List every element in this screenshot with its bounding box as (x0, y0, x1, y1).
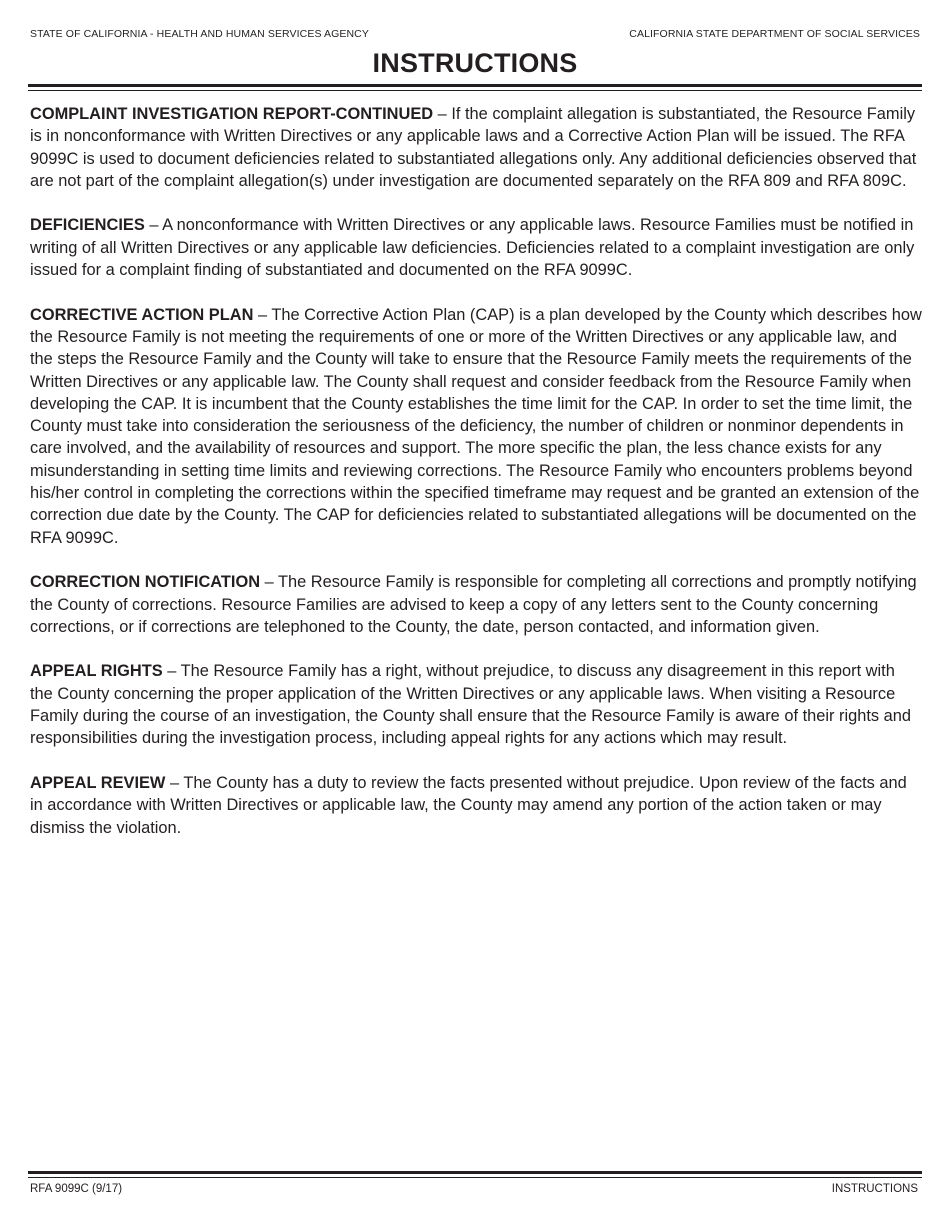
section-complaint-investigation (30, 103, 922, 192)
page-title: INSTRUCTIONS (372, 48, 578, 78)
section-heading: DEFICIENCIES (30, 216, 145, 235)
instructions-body (30, 103, 922, 861)
section-heading: APPEAL RIGHTS (30, 662, 163, 681)
section-heading: CORRECTIVE ACTION PLAN (30, 305, 254, 324)
section-text: – A nonconformance with Written Directives or any applicable laws. Resource Families must be notified in writing of all Written Directives or any applicable law deficiencies. Deficiencies related to a complaint investigation are only issued for a complaint finding of substantiated and documented on the RFA 9099C. (30, 216, 915, 280)
footer-rule-thin (28, 1177, 922, 1178)
section-text: – The County has a duty to review the facts presented without prejudice. Upon review of the facts and in accordance with Written Directives or applicable law, the County may amend any portion of the action taken or may dismiss the violation. (30, 773, 907, 837)
section-heading: APPEAL REVIEW (30, 773, 166, 792)
agency-header-right: CALIFORNIA STATE DEPARTMENT OF SOCIAL SERVICES (629, 28, 920, 40)
agency-header-left: STATE OF CALIFORNIA - HEALTH AND HUMAN SERVICES AGENCY (30, 28, 369, 40)
footer-rule-thick (28, 1171, 922, 1174)
section-text: – The Corrective Action Plan (CAP) is a plan developed by the County which describes how the Resource Family is not meeting the requirements of one or more of the Written Directives or any applicable law, and the steps the Resource Family and the County will take to ensure that the Resource Family meets the requirements of the Written Directives or any applicable law. The County shall request and consider feedback from the Resource Family when developing the CAP. It is incumbent that the County establishes the time limit for the CAP. In order to set the time limit, the County must take into consideration the seriousness of the deficiency, the number of children or nonminor dependents in care involved, and the availability of resources and support. The more specific the plan, the less chance exists for any misunderstanding in setting time limits and reviewing corrections. The Resource Family who encounters problems beyond his/her control in completing the corrections within the specified timeframe may request and be granted an extension of the correction due date by the County. The CAP for deficiencies related to substantiated allegations will be documented on the RFA 9099C. (30, 305, 922, 547)
section-text: – If the complaint allegation is substantiated, the Resource Family is in nonconformance with Written Directives or any applicable laws and a Corrective Action Plan will be issued. The RFA 9099C is used to document deficiencies related to substantiated allegations only. Any additional deficiencies observed that are not part of the complaint allegation(s) under investigation are documented separately on the RFA 809 and RFA 809C. (30, 105, 917, 190)
section-heading: CORRECTION NOTIFICATION (30, 573, 261, 592)
section-deficiencies (30, 214, 922, 281)
section-appeal-review (30, 772, 922, 839)
footer-label: INSTRUCTIONS (831, 1183, 918, 1195)
header-rule-thick (28, 84, 922, 87)
section-appeal-rights (30, 660, 922, 749)
section-text: – The Resource Family is responsible for completing all corrections and promptly notifying the County of corrections. Resource Families are advised to keep a copy of any letters sent to the County concerning corrections, or if corrections are telephoned to the County, the date, person contacted, and information given. (30, 573, 917, 636)
form-id: RFA 9099C (9/17) (30, 1183, 123, 1195)
section-correction-notification (30, 571, 922, 638)
section-text: – The Resource Family has a right, without prejudice, to discuss any disagreement in this report with the County concerning the proper application of the Written Directives or any applicable laws. When visiting a Resource Family during the course of an investigation, the County shall ensure that the Resource Family is aware of their rights and responsibilities during the investigation process, including appeal rights for any actions which may result. (30, 662, 911, 748)
header-rule-thin (28, 90, 922, 91)
section-corrective-action-plan (30, 304, 922, 549)
section-heading: COMPLAINT INVESTIGATION REPORT-CONTINUED (30, 105, 434, 123)
